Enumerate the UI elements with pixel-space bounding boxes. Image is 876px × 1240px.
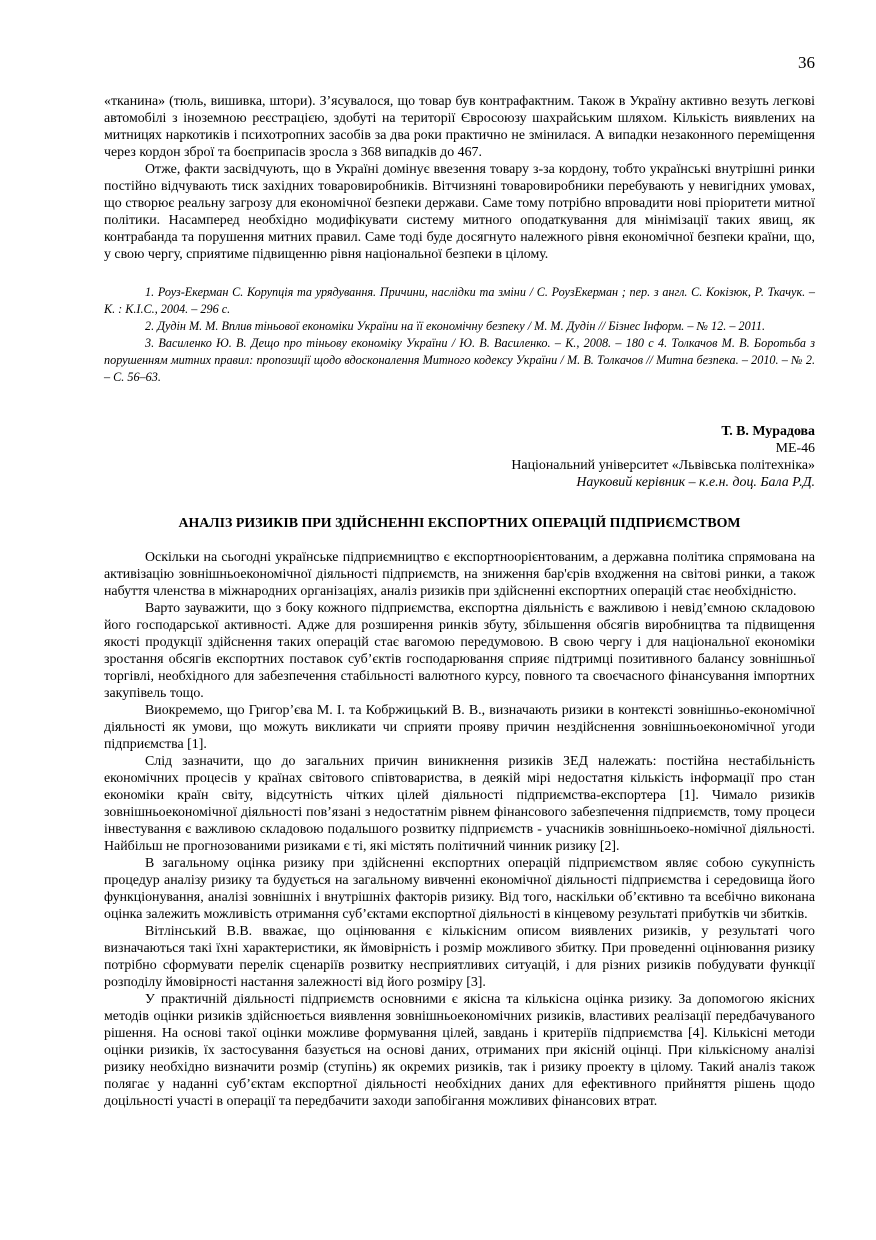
article-paragraph: У практичній діяльності підприємств основними є якісна та кількісна оцінка ризику. За допомогою якісних методів оцінки ризиків здійснюється виявлення зовнішньоекономічних ризиків, властивих реалізації передбачуваного рішення. На основі такої оцінки можливе формування цілей, завдань і критеріїв підприємства [4]. Кількісні методи оцінки ризиків, їх застосування базується на основі даних, отриманих при якісній оцінці. При кількісному аналізі ризику необхідно визначити розмір (ступінь) як окремих ризиків, так і ризику проекту в цілому. Такий аналіз також полягає у наданні суб’єктам експортної діяльності необхідних даних для ефективного прийняття рішень щодо доцільності участі в операції та передбачити заходи запобігання можливих фінансових втрат.: [104, 992, 815, 1109]
article-paragraph: Оскільки на сьогодні українське підприємництво є експортноорієнтованим, а державна політика спрямована на активізацію зовнішньоекономічної діяльності підприємств, на зниження бар'єрів входження на світові ринки, а також набуття членства в міжнародних організаціях, аналіз ризиків при здійсненні експортних операцій стає необхідністю.: [104, 550, 815, 599]
reference-item: 3. Василенко Ю. В. Дещо про тіньову економіку України / Ю. В. Василенко. – К., 2008. – 180 с 4. Толкачов М. В. Боротьба з порушенням митних правил: пропозиції щодо вдосконалення Митного кодексу України / М. В. Толкачов // Митна безпека. – 2010. – № 2. – С. 56–63.: [104, 336, 815, 384]
reference-item: 2. Дудін М. М. Вплив тіньової економіки України на її економічну безпеку / М. М. Дудін // Бізнес Інформ. – № 12. – 2011.: [145, 319, 765, 333]
author-block: [104, 423, 815, 491]
reference-list: [104, 284, 815, 386]
article-paragraph: Слід зазначити, що до загальних причин виникнення ризиків ЗЕД належать: постійна нестабільність економічних процесів у країнах світового співтовариства, в деякій мірі недостатня кількість інформації про стан економіки країн світу, відсутність чітких цілей діяльності підприємства-експортера [1]. Чимало ризиків зовнішньоекономічної діяльності пов’язані з недостатнім рівнем фінансового забезпечення підприємств, тому процеси інвестування є важливою складовою подальшого розвитку підприємств - учасників зовнішньоеко-номічної діяльності. Найбільш не прогнозованими ризиками є ті, які містять політичний чинник ризику [2].: [104, 754, 815, 854]
intro-paragraph: «тканина» (тюль, вишивка, штори). З’ясувалося, що товар був контрафактним. Також в Україну активно везуть легкові автомобілі з іноземною реєстрацією, здобуті на території Євросоюзу шахрайським шляхом. Кількість виявлених на митницях наркотиків і психотропних засобів за два роки практично не змінилася. А випадки незаконного переміщення через кордон зброї та боєприпасів зросла з 368 випадків до 467.: [104, 94, 815, 160]
page-number: 36: [798, 53, 815, 72]
page-body: [104, 93, 815, 1110]
intro-paragraph: Отже, факти засвідчують, що в Україні домінує ввезення товару з-за кордону, тобто українські внутрішні ринки постійно відчувають тиск західних товаровиробників. Вітчизняні товаровиробники перебувають у невигідних умовах, що створює реальну загрозу для економічної безпеки держави. Саме тому потрібно впровадити нові пріоритети митної політики. Насамперед необхідно модифікувати систему митного оподаткування для мінімізації таких явищ, як контрабанда та порушення митних правил. Саме тоді буде досягнуто належного рівня економічної безпеки країни, що, у свою чергу, сприятиме підвищенню рівня національної безпеки в цілому.: [104, 162, 815, 262]
article-paragraph: Виокремемо, що Григор’єва М. І. та Кобржицький В. В., визначають ризики в контексті зовнішньо-економічної діяльності як умови, що можуть викликати чи сприяти прояву причин нездійснення зовнішньоекономічної угоди підприємства [1].: [104, 703, 815, 752]
author-advisor: Науковий керівник – к.е.н. доц. Бала Р.Д.: [576, 475, 815, 490]
author-name: Т. В. Мурадова: [721, 424, 815, 439]
article-paragraph: Варто зауважити, що з боку кожного підприємства, експортна діяльність є важливою і невід’ємною складовою його господарської активності. Адже для розширення ринків збуту, збільшення обсягів виробництва та підвищення якості продукції здійснення таких операцій стає вагомою передумовою. В свою чергу і для національної економіки зростання обсягів експортних поставок суб’єктів господарювання сприяє підтримці позитивного балансу зовнішньої торгівлі, необхідного для забезпечення стабільності валютного курсу, повного та своєчасного фінансування імпортних закупівель тощо.: [104, 601, 815, 701]
author-university: Національний університет «Львівська політехніка»: [511, 458, 815, 473]
reference-item: 1. Роуз-Екерман С. Корупція та урядування. Причини, наслідки та зміни / С. РоузЕкерман ; пер. з англ. С. Кокізюк, Р. Ткачук. – К. : К.І.С., 2004. – 296 с.: [104, 285, 815, 316]
article-paragraph: Вітлінський В.В. вважає, що оцінювання є кількісним описом виявлених ризиків, у результаті чого визначаються такі їхні характеристики, як ймовірність і розмір можливого збитку. При проведенні оцінювання ризику потрібно сформувати перелік сценаріїв розвитку несприятливих ситуацій, і для різних ризиків побудувати функції розподілу ймовірності настання залежності від його розміру [3].: [104, 924, 815, 990]
article-title: АНАЛІЗ РИЗИКІВ ПРИ ЗДІЙСНЕННІ ЕКСПОРТНИХ ОПЕРАЦІЙ ПІДПРИЄМСТВОМ: [178, 516, 741, 531]
article-paragraph: В загальному оцінка ризику при здійсненні експортних операцій підприємством являє собою сукупність процедур аналізу ризику та будується на загальному вивченні економічної діяльності підприємства і середовища його функціонування, аналізі зовнішніх і внутрішніх факторів ризику. Від того, наскільки об’єктивно та всебічно виконана оцінка залежить можливість отримання суб’єктами експортної діяльності в кінцевому результаті прибутків чи збитків.: [104, 856, 815, 922]
author-group: МЕ-46: [775, 441, 815, 456]
